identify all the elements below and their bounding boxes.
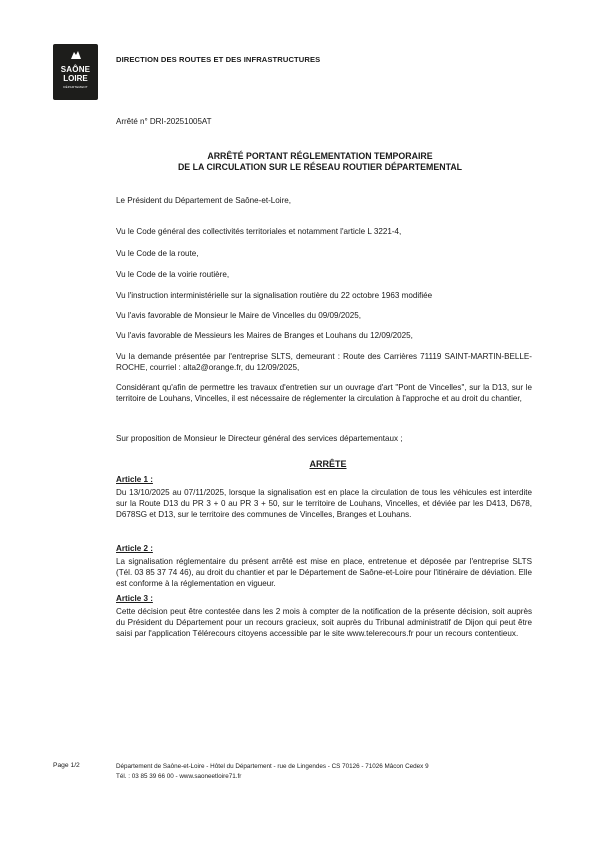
president-line: Le Président du Département de Saône-et-Loire,	[116, 196, 292, 205]
proposition: Sur proposition de Monsieur le Directeur général des services départementaux ;	[116, 434, 403, 443]
vu-code-voirie: Vu le Code de la voirie routière,	[116, 270, 230, 279]
arrete-heading: ARRÊTE	[309, 459, 347, 469]
article-3-text: Cette décision peut être contestée dans les 2 mois à compter de la notification de la présente décision, soit auprès du Président du Département pour un recours gracieux, soit auprès du Tribunal administratif de Dijon qui peut être saisi par l'application Télérecours citoyens accessible par le site www.telerecours.fr pour un recours contentieux.	[116, 607, 532, 638]
footer-line-2: Tél. : 03 85 39 66 00 - www.saoneetloire71.fr	[116, 773, 242, 780]
title-line-1: ARRÊTÉ PORTANT RÉGLEMENTATION TEMPORAIRE	[207, 151, 433, 161]
article-1-title: Article 1 :	[116, 475, 153, 484]
footer-address	[116, 762, 429, 782]
vu-avis-branges-louhans: Vu l'avis favorable de Messieurs les Maires de Branges et Louhans du 12/09/2025,	[116, 331, 413, 340]
vu-avis-vincelles: Vu l'avis favorable de Monsieur le Maire de Vincelles du 09/09/2025,	[116, 311, 361, 320]
department-logo	[53, 44, 98, 100]
vu-demande: Vu la demande présentée par l'entreprise SLTS, demeurant : Route des Carrières 71119 SAINT-MARTIN-BELLE-ROCHE, courriel : alta2@orange.fr, du 12/09/2025,	[116, 352, 532, 372]
article-2-text: La signalisation réglementaire du présent arrêté est mise en place, entretenue et déposée par l'entreprise SLTS (Tél. 03 85 37 74 46), au droit du chantier et par le Département de Saône-et-Loire pour l'itinéraire de déviation. Elle est conforme à la réglementation en vigueur.	[116, 557, 532, 588]
vu-code-route: Vu le Code de la route,	[116, 249, 199, 258]
logo-line-3: DÉPARTEMENT	[63, 85, 88, 89]
arrete-reference: Arrêté n° DRI-20251005AT	[116, 117, 212, 126]
document-title	[0, 151, 595, 173]
title-line-2: DE LA CIRCULATION SUR LE RÉSEAU ROUTIER DÉPARTEMENTAL	[177, 162, 463, 172]
article-2-title: Article 2 :	[116, 544, 153, 553]
vu-instruction: Vu l'instruction interministérielle sur la signalisation routière du 22 octobre 1963 modifiée	[116, 291, 433, 300]
considerant: Considérant qu'afin de permettre les travaux d'entretien sur un ouvrage d'art "Pont de Vincelles", sur la D13, sur le territoire de Louhans, Vincelles, il est nécessaire de réglementer la circulation à l'approche et au droit du chantier,	[116, 383, 532, 403]
article-3-title: Article 3 :	[116, 594, 153, 603]
logo-line-2: LOIRE	[63, 74, 88, 83]
page-number: Page 1/2	[53, 762, 80, 769]
direction-header: DIRECTION DES ROUTES ET DES INFRASTRUCTURES	[116, 55, 321, 64]
logo-line-1: SAÔNE	[60, 65, 91, 74]
article-1-text: Du 13/10/2025 au 07/11/2025, lorsque la signalisation est en place la circulation de tous les véhicules est interdite sur la Route D13 du PR 3 + 0 au PR 3 + 50, sur le territoire de Louhans, Vincelles, et déviée par les D413, D678, D678SG et D13, sur le territoire des communes de Vincelles, Branges et Louhans.	[116, 488, 532, 519]
emblem-icon	[70, 50, 82, 60]
vu-cgct: Vu le Code général des collectivités territoriales et notamment l'article L 3221-4,	[116, 227, 402, 236]
footer-line-1: Département de Saône-et-Loire - Hôtel du Département - rue de Lingendes - CS 70126 - 71026 Mâcon Cedex 9	[116, 763, 429, 770]
